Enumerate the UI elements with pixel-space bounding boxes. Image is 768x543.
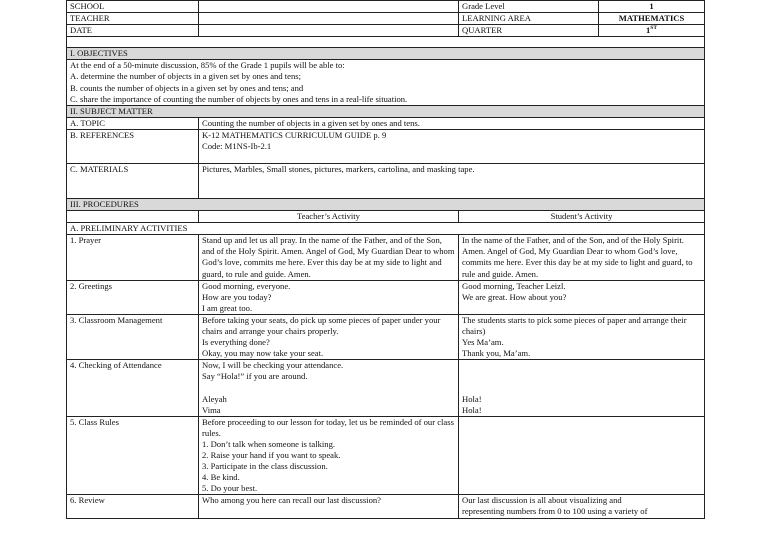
header-row-date bbox=[67, 25, 705, 37]
procedure-label: 3. Classroom Management bbox=[67, 314, 199, 359]
references-label: B. REFERENCES bbox=[67, 129, 199, 163]
student-activity-header: Student’s Activity bbox=[459, 211, 705, 223]
subject-matter-section bbox=[67, 105, 705, 117]
student-activity: Our last discussion is all about visualizing and representing numbers from 0 to 100 using a variety of bbox=[459, 495, 705, 518]
preliminary-heading: A. PRELIMINARY ACTIVITIES bbox=[67, 223, 705, 235]
lesson-plan-document bbox=[66, 0, 704, 519]
date-label: DATE bbox=[67, 25, 199, 37]
quarter-value bbox=[599, 25, 705, 37]
student-activity: Hola! Hola! bbox=[459, 360, 705, 416]
procedure-row-review bbox=[67, 495, 705, 518]
spacer-row bbox=[67, 37, 705, 48]
objectives-heading: I. OBJECTIVES bbox=[67, 48, 705, 60]
teacher-activity: Good morning, everyone. How are you today? I am great too. bbox=[199, 280, 459, 314]
objective-line: A. determine the number of objects in a given set by ones and tens; bbox=[70, 71, 302, 82]
procedures-heading: III. PROCEDURES bbox=[67, 198, 705, 210]
objectives-body bbox=[67, 60, 705, 105]
teacher-activity: Who among you here can recall our last discussion? bbox=[199, 495, 459, 518]
student-activity: The students starts to pick some pieces of paper and arrange their chairs) Yes Ma’am. Thank you, Ma’am. bbox=[459, 314, 705, 359]
procedure-label: 1. Prayer bbox=[67, 235, 199, 280]
student-activity bbox=[459, 416, 705, 495]
materials-label: C. MATERIALS bbox=[67, 163, 199, 198]
lesson-plan-table bbox=[66, 0, 705, 519]
procedure-row-attendance bbox=[67, 360, 705, 416]
procedure-label: 5. Class Rules bbox=[67, 416, 199, 495]
teacher-activity-header: Teacher’s Activity bbox=[199, 211, 459, 223]
quarter-suffix: ST bbox=[650, 25, 658, 32]
learning-area-label: LEARNING AREA bbox=[459, 13, 599, 25]
quarter-label: QUARTER bbox=[459, 25, 599, 37]
topic-row bbox=[67, 117, 705, 129]
header-row-teacher bbox=[67, 13, 705, 25]
teacher-value[interactable] bbox=[199, 13, 459, 25]
teacher-activity: Now, I will be checking your attendance. Say “Hola!” if you are around. Aleyah Vima bbox=[199, 360, 459, 416]
student-activity: In the name of the Father, and of the Son, and of the Holy Spirit. Amen. Angel of God, My Guardian Dear to whom God’s love, commits me here. Ever this day be at my side to light and guard, to rule and guide. Amen. bbox=[459, 235, 705, 280]
references-row bbox=[67, 129, 705, 163]
preliminary-row bbox=[67, 223, 705, 235]
grade-level-label: Grade Level bbox=[459, 1, 599, 13]
objectives-body-row bbox=[67, 60, 705, 105]
teacher-activity: Before taking your seats, do pick up some pieces of paper under your chairs and arrange your chairs properly. Is everything done? Okay, you may now take your seat. bbox=[199, 314, 459, 359]
procedure-row-prayer bbox=[67, 235, 705, 280]
teacher-activity: Before proceeding to our lesson for today, let us be reminded of our class rules. 1. Don’t talk when someone is talking. 2. Raise your hand if you want to speak. 3. Participate in the class discussion. 4. Be kind. 5. Do your best. bbox=[199, 416, 459, 495]
procedure-label: 4. Checking of Attendance bbox=[67, 360, 199, 416]
procedure-row-classroom-management bbox=[67, 314, 705, 359]
quarter-number: 1 bbox=[645, 25, 651, 36]
procedure-row-class-rules bbox=[67, 416, 705, 495]
school-value[interactable] bbox=[199, 1, 459, 13]
procedures-column-header bbox=[67, 211, 705, 223]
teacher-label: TEACHER bbox=[67, 13, 199, 25]
materials-value: Pictures, Marbles, Small stones, pictures, markers, cartolina, and masking tape. bbox=[199, 163, 705, 198]
objectives-section bbox=[67, 48, 705, 60]
procedure-label: 2. Greetings bbox=[67, 280, 199, 314]
objective-line: C. share the importance of counting the number of objects by ones and tens in a real-life situation. bbox=[70, 93, 408, 104]
objective-line: At the end of a 50-minute discussion, 85% of the Grade 1 pupils will be able to: bbox=[70, 60, 345, 71]
grade-level-value: 1 bbox=[599, 1, 705, 13]
procedures-section bbox=[67, 198, 705, 210]
procedure-row-greetings bbox=[67, 280, 705, 314]
learning-area-value: MATHEMATICS bbox=[599, 13, 705, 25]
materials-row bbox=[67, 163, 705, 198]
date-value[interactable] bbox=[199, 25, 459, 37]
student-activity: Good morning, Teacher Leizl. We are great. How about you? bbox=[459, 280, 705, 314]
procedures-blank-header bbox=[67, 211, 199, 223]
school-label: SCHOOL bbox=[67, 1, 199, 13]
topic-label: A. TOPIC bbox=[67, 117, 199, 129]
procedure-label: 6. Review bbox=[67, 495, 199, 518]
subject-matter-heading: II. SUBJECT MATTER bbox=[67, 105, 705, 117]
header-row-school bbox=[67, 1, 705, 13]
topic-value: Counting the number of objects in a given set by ones and tens. bbox=[199, 117, 705, 129]
objective-line: B. counts the number of objects in a given set by ones and tens; and bbox=[70, 82, 304, 93]
references-value: K-12 MATHEMATICS CURRICULUM GUIDE p. 9 Code: M1NS-Ib-2.1 bbox=[199, 129, 705, 163]
teacher-activity: Stand up and let us all pray. In the name of the Father, and of the Son, and of the Holy Spirit. Amen. Angel of God, My Guardian Dear to whom God’s love, commits me here. Ever this day be at my side to light and guard, to rule and guide. Amen. bbox=[199, 235, 459, 280]
